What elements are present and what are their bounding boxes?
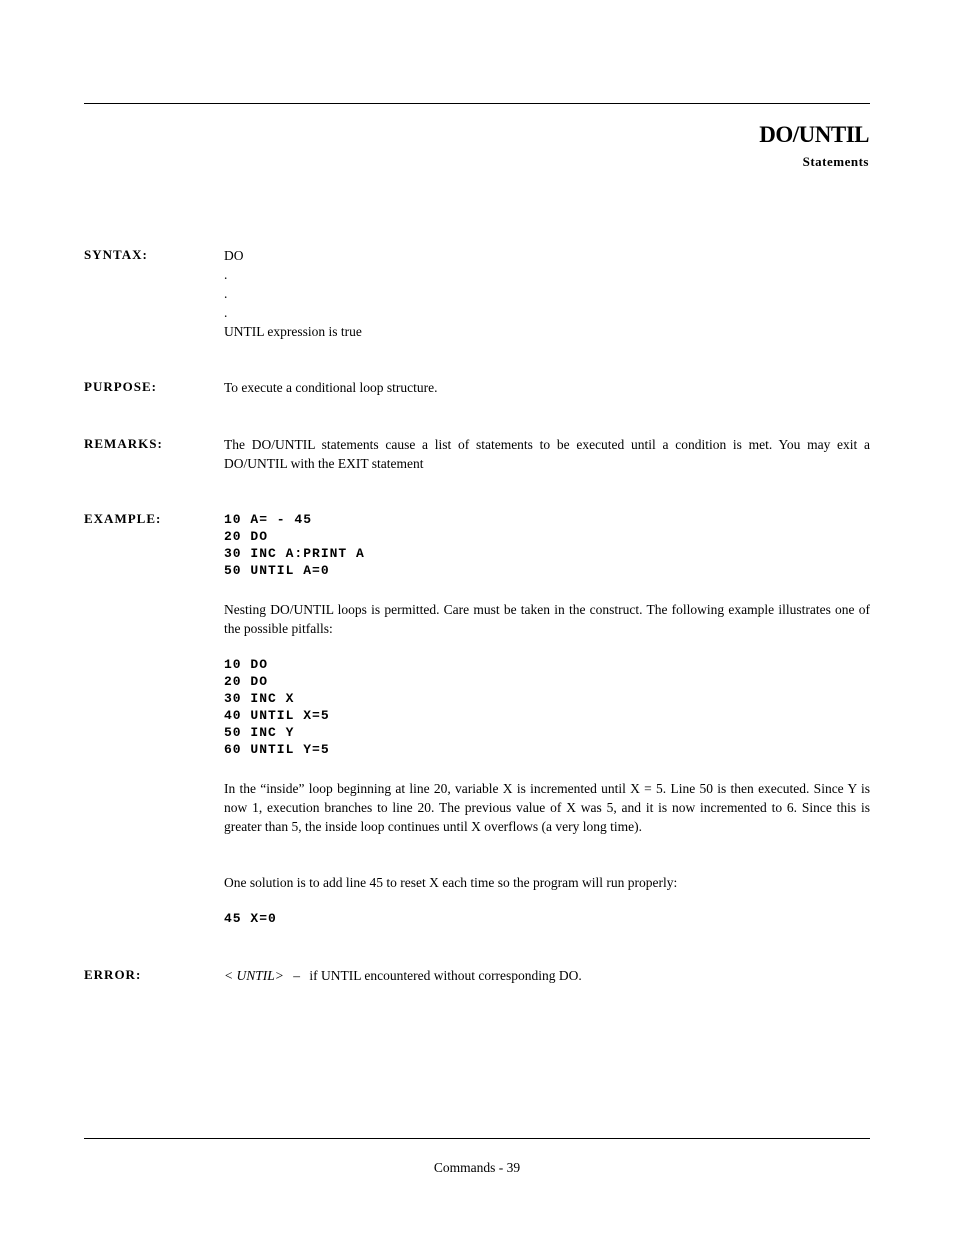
page-title: DO/UNTIL: [759, 122, 869, 147]
example-label: EXAMPLE:: [84, 511, 162, 526]
code-line: 40 UNTIL X=5: [224, 708, 330, 723]
syntax-label: SYNTAX:: [84, 247, 148, 262]
remarks-label: REMARKS:: [84, 436, 163, 451]
remarks-text: The DO/UNTIL statements cause a list of statements to be executed until a condition is met. You may exit a DO/UNTIL with the EXIT statement: [224, 437, 870, 471]
syntax-line: DO: [224, 248, 244, 263]
header-rule: [84, 103, 870, 104]
code-line: 20 DO: [224, 529, 269, 544]
syntax-line: .: [224, 286, 228, 301]
example-code-2: [224, 656, 870, 758]
example-paragraph-2: In the “inside” loop beginning at line 20, variable X is incremented until X = 5. Line 50 is then executed. Since Y is now 1, execution branches to line 20. The previous value of X was 5, and it is now incremented to 6. Since this is greater than 5, the inside loop continues until X overflows (a very long time).: [224, 781, 870, 834]
code-line: 30 INC X: [224, 691, 295, 706]
code-line: 30 INC A:PRINT A: [224, 546, 365, 561]
error-label: ERROR:: [84, 967, 142, 982]
purpose-label: PURPOSE:: [84, 379, 157, 394]
example-code-1: [224, 511, 870, 579]
syntax-block: [224, 246, 870, 341]
code-line: 45 X=0: [224, 911, 277, 926]
syntax-line: .: [224, 267, 228, 282]
error-dash: –: [293, 968, 300, 983]
page-subtitle: Statements: [802, 154, 869, 169]
example-paragraph-3: One solution is to add line 45 to reset X each time so the program will run properly:: [224, 875, 678, 890]
error-description: if UNTIL encountered without corresponding DO.: [309, 968, 582, 983]
code-line: 20 DO: [224, 674, 269, 689]
example-code-3: [224, 910, 870, 927]
footer-rule: [84, 1138, 870, 1139]
syntax-line: .: [224, 305, 228, 320]
code-line: 60 UNTIL Y=5: [224, 742, 330, 757]
code-line: 10 A= - 45: [224, 512, 313, 527]
purpose-text: To execute a conditional loop structure.: [224, 380, 438, 395]
syntax-line: UNTIL expression is true: [224, 324, 362, 339]
example-paragraph-1: Nesting DO/UNTIL loops is permitted. Care must be taken in the construct. The following example illustrates one of the possible pitfalls:: [224, 602, 870, 636]
code-line: 10 DO: [224, 657, 269, 672]
error-text: [224, 966, 870, 985]
code-line: 50 INC Y: [224, 725, 295, 740]
page-footer: Commands - 39: [433, 1160, 521, 1175]
error-code: < UNTIL>: [224, 968, 284, 983]
code-line: 50 UNTIL A=0: [224, 563, 330, 578]
